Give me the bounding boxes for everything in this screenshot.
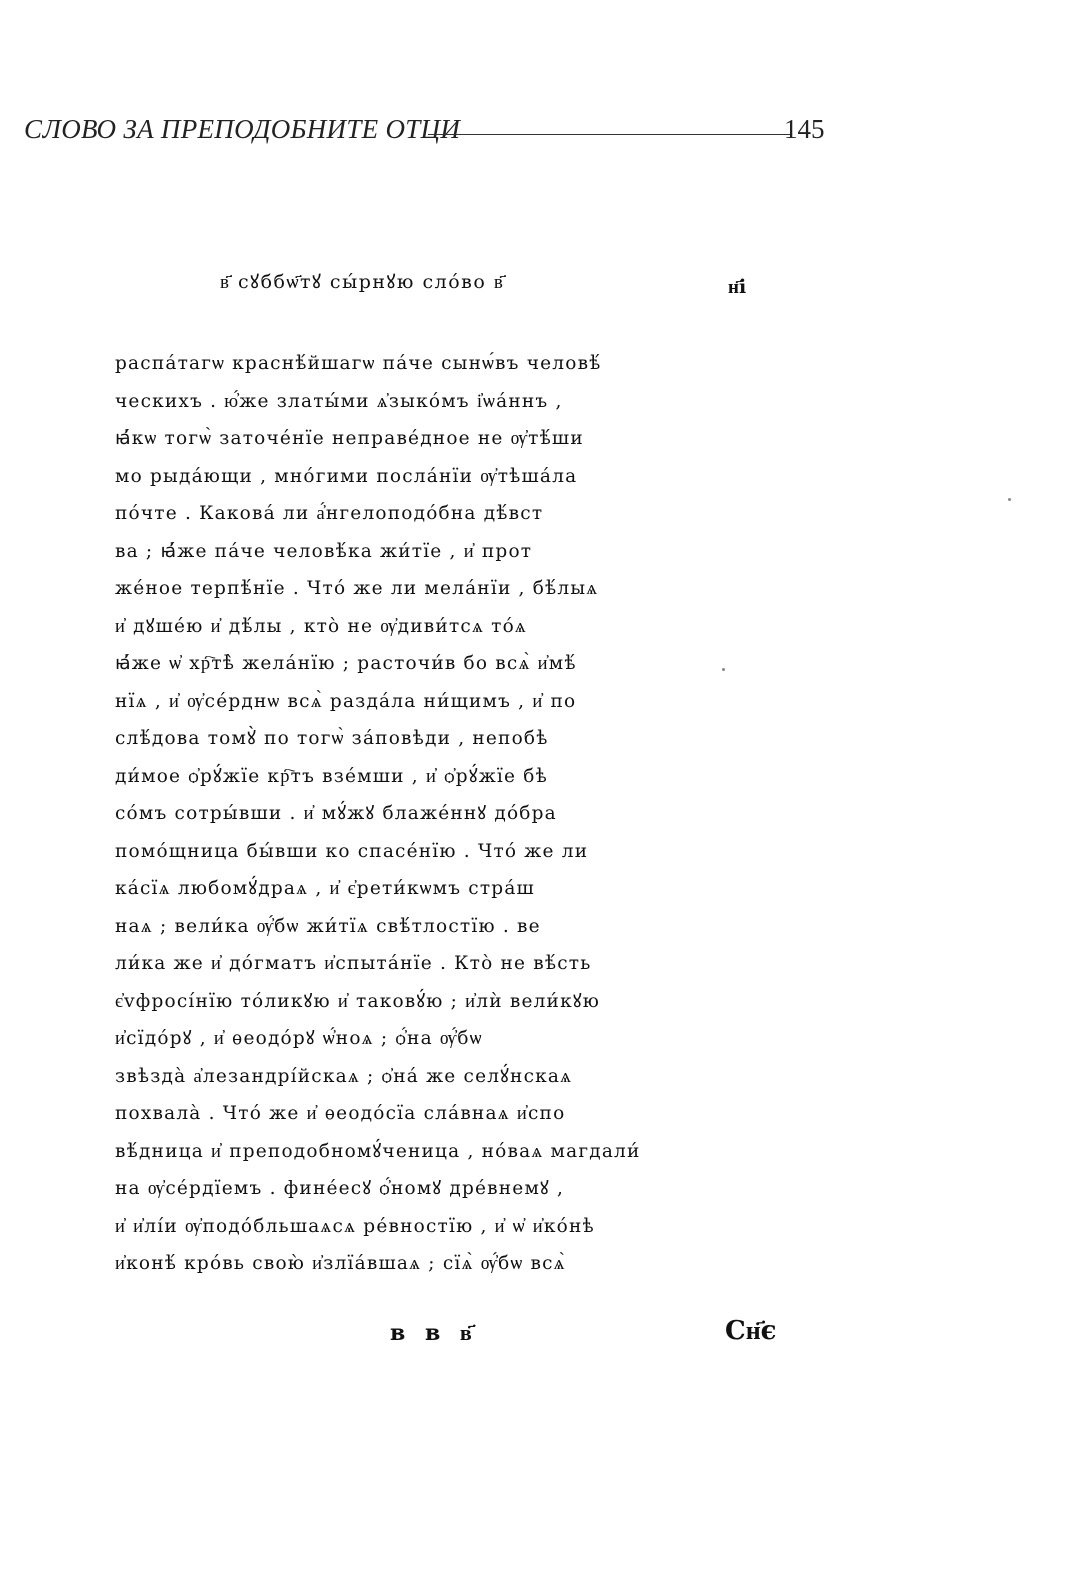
running-head: [24, 108, 824, 152]
text-line: слѣ́дова томꙋ̀ по тогѡ̀ за́повѣди , непобѣ: [115, 728, 549, 749]
sheet-number: н҃і: [728, 276, 747, 298]
text-line: и҆конѣ́ кро́вь свою̀ и҆злїа́вшаѧ ; сїѧ̀ ѹ҆́бѡ всѧ̀: [115, 1253, 566, 1274]
text-line: вѣ́дница и҆ преподобномꙋ́ченица , но́ваѧ магдали́: [115, 1140, 641, 1162]
text-line: є҆vфросі́нїю то́ликꙋю и҆ таковꙋ́ю ; и҆лѝ вели́кꙋю: [115, 990, 601, 1012]
text-line: ди́мое ѻ҆рꙋ́жїе кр҇тъ взе́мши , и҆ ѻ҆рꙋ́жїе бѣ: [115, 765, 548, 787]
text-line: же́ное терпѣ́нїе . Что́ же ли мела́нїи , бѣ́лыѧ: [115, 578, 599, 599]
text-line: похвала̀ . Что́ же и҆ ѳеодо́сїа сла́внаѧ и҆спо: [115, 1103, 566, 1124]
text-line: помо́щница бы́вши ко спасе́нїю . Что́ же ли: [115, 840, 589, 862]
facsimile-text-block: [115, 345, 675, 1283]
text-line: по́чте . Какова́ ли а҆́нгелоподо́бна дѣ́вст: [115, 503, 544, 524]
scan-speck: [722, 668, 725, 671]
text-line: со́мъ сотры́вши . и҆ мꙋ́жꙋ блаже́ннꙋ до́бра: [115, 803, 557, 824]
text-line: ка́сїѧ любомꙋ́драѧ , и҆ є҆рети́кѡмъ стра́ш: [115, 878, 535, 899]
text-line: и҆ дꙋше́ю и҆ дѣ́лы , кто̀ не ѹ҆диви́тсѧ то́ѧ: [115, 615, 528, 637]
signature-mark: в в в҃: [390, 1320, 478, 1346]
scan-speck: [1008, 498, 1011, 501]
running-title: СЛОВО ЗА ПРЕПОДОБНИТЕ ОТЦИ: [24, 114, 461, 144]
text-line: нїѧ , и҆ ѹ҆се́рднѡ всѧ̀ разда́ла ни́щимъ , и҆ по: [115, 690, 577, 712]
text-line: и҆сїдо́рꙋ , и҆ ѳеодо́рꙋ ѡ҆́ноѧ ; ѻ҆́на ѹ҆́бѡ: [115, 1028, 483, 1049]
text-line: ꙗ҆́же ѡ҆ хр҇тѣ̀ жела́нїю ; расточи́в бо всѧ̀ и҆мѣ́: [115, 653, 577, 674]
text-line: и҆ и҆лі́и ѹ҆подо́бльшаѧсѧ ре́вностїю , и҆ ѡ҆ и҆ко́нѣ: [115, 1215, 595, 1237]
head-rule: [428, 134, 790, 135]
text-line: распа́тагѡ краснѣ́йшагѡ па́че сынѡ́въ человѣ́: [115, 353, 602, 374]
page-number: 145: [784, 114, 825, 144]
text-line: ли́ка же и҆ до́гматъ и҆спыта́нїе . Кто̀ не вѣ́сть: [115, 953, 592, 974]
text-line: на ѹ҆се́рдїемъ . фине́есꙋ ѻ҆́номꙋ дре́внемꙋ ,: [115, 1178, 565, 1199]
facsimile-heading: в҃ сꙋббѡ҃тꙋ сы́рнꙋю сло́во в҃: [220, 271, 505, 293]
text-line: наѧ ; вели́ка ѹ҆́бѡ жи́тїѧ свѣ́тлостїю . ве: [115, 915, 541, 937]
catchword: Сн҃є: [725, 1316, 777, 1346]
text-line: ва ; ꙗ҆́же па́че человѣ́ка жи́тїе , и҆ прот: [115, 540, 533, 562]
text-line: мо рыда́ющи , мно́гими посла́нїи ѹ҆тѣша́ла: [115, 465, 578, 487]
text-line: звѣзда̀ а҆лезандрі́йскаѧ ; ѻ҆на́ же селꙋ́нскаѧ: [115, 1065, 573, 1087]
text-line: ческихъ . ю҆́же златы́ми ѧ҆зыко́мъ і҆ѡа́ннъ ,: [115, 390, 563, 412]
facsimile-page: [95, 240, 795, 1370]
text-line: ꙗ҆́кѡ тогѡ̀ заточе́нїе неправе́дное не ѹ҆тѣ́ши: [115, 428, 584, 449]
